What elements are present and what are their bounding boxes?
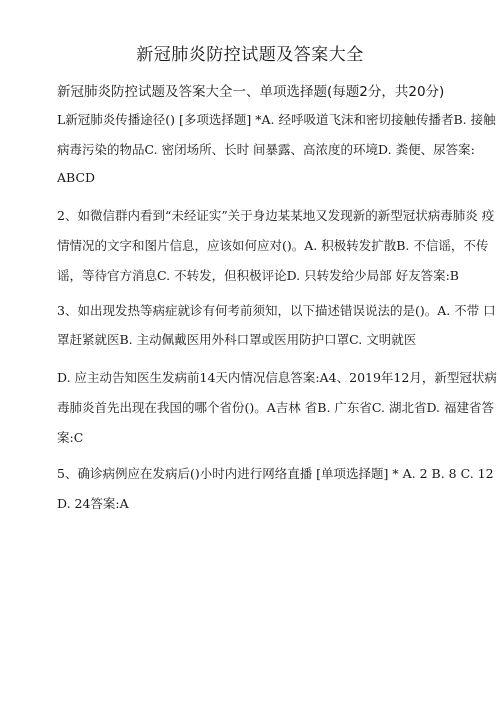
question-1-line-1: L新冠肺炎传播途径() [多项选择题] *A. 经呼吸道飞沫和密切接触传播者B. 接触	[57, 112, 496, 127]
question-1-line-2: 病毒污染的物品C. 密闭场所、长时 间暴露、高浓度的环境D. 粪便、尿答案:	[57, 142, 475, 157]
question-1-answer: ABCD	[57, 170, 96, 185]
question-3-line-1: 3、如出现发热等病症就诊有何考前须知，以下描述错误说法的是()。A. 不带 口	[57, 303, 496, 318]
question-2-line-1: 2、如微信群内看到“未经证实”关于身边某某地又发现新的新型冠状病毒肺炎 疫	[57, 208, 495, 223]
question-3-line-2: 罩赶紧就医B. 主动佩戴医用外科口罩或医用防护口罩C. 文明就医	[57, 332, 417, 347]
question-2-line-2: 情情况的文字和图片信息，应该如何应对()。A. 积极转发扩散B. 不信谣，不传	[57, 238, 489, 253]
question-5-line-1: 5、确诊病例应在发病后()小时内进行网络直播 [单项选择题] * A. 2 B. 8 C. 12	[57, 466, 494, 481]
question-3-line-3: D. 应主动告知医生发病前14天内情况信息答案:A4、2019年12月，新型冠状病	[57, 370, 497, 385]
document-subtitle: 新冠肺炎防控试题及答案大全一、单项选择题(每题2分，共20分)	[57, 84, 445, 100]
question-4-line-1: 毒肺炎首先出现在我国的哪个省份()。A吉林 省B. 广东省C. 湖北省D. 福建省答	[57, 400, 494, 415]
question-2-line-3: 谣，等待官方消息C. 不转发，但积极评论D. 只转发给少局部 好友答案:B	[57, 268, 459, 283]
question-5-answer: D. 24答案:A	[57, 496, 129, 511]
question-4-answer: 案:C	[57, 430, 84, 445]
document-title: 新冠肺炎防控试题及答案大全	[136, 45, 364, 65]
